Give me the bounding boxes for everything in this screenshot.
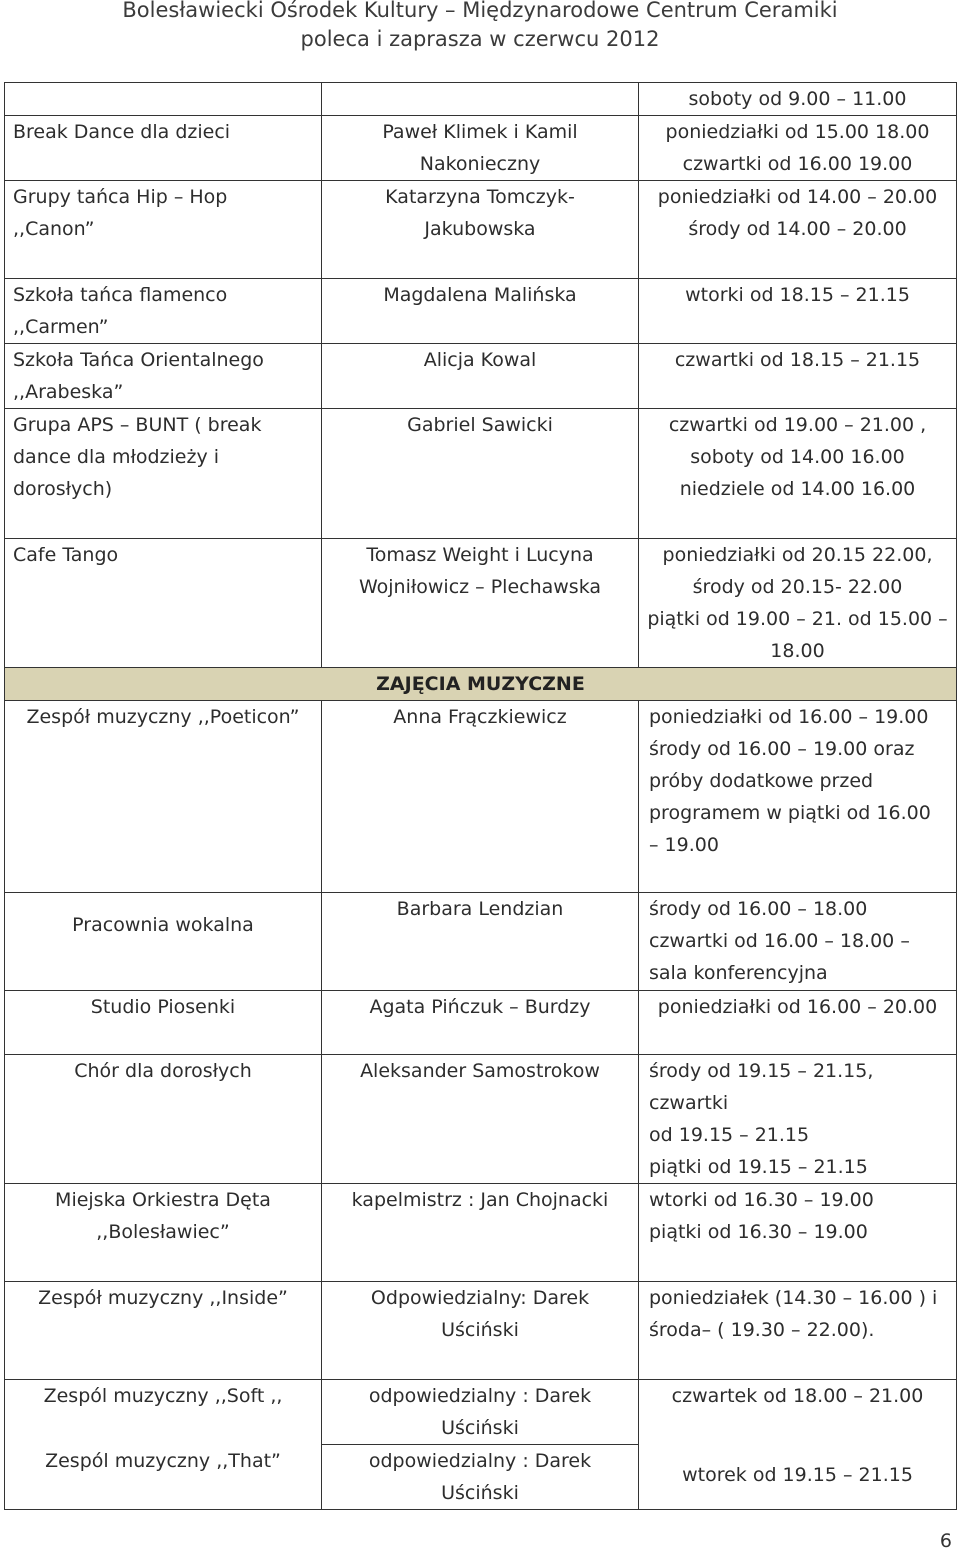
activity-name: Studio Piosenki [90, 996, 236, 1018]
time-cell [639, 893, 957, 991]
table-row [5, 893, 957, 991]
leader-text: Jakubowska [424, 218, 536, 240]
leader-text: Uściński [441, 1319, 519, 1341]
activity-name: Grupy tańca Hip – Hop [13, 186, 228, 208]
leader-text: Paweł Klimek i Kamil [382, 121, 578, 143]
time-text: niedziele od 14.00 16.00 [679, 478, 916, 500]
time-cell [639, 701, 957, 893]
time-text: środy od 14.00 – 20.00 [688, 218, 907, 240]
activity-name: ,,Canon” [13, 218, 95, 240]
time-cell [639, 991, 957, 1055]
time-cell [639, 344, 957, 409]
activity-cell [5, 279, 322, 344]
time-text: poniedziałki od 15.00 18.00 [665, 121, 930, 143]
table-row [5, 181, 957, 279]
time-cell [639, 1282, 957, 1380]
leader-cell [322, 991, 639, 1055]
activity-name: Zespół muzyczny ,,Poeticon” [26, 706, 300, 728]
leader-text: Wojniłowicz – Plechawska [358, 576, 602, 598]
leader-cell [322, 83, 639, 116]
activity-name: ,,Arabeska” [13, 381, 124, 403]
activity-name: dance dla młodzieży i [13, 446, 220, 468]
leader-text: Alicja Kowal [423, 349, 537, 371]
activity-cell [5, 539, 322, 668]
table-row [5, 409, 957, 539]
table-row [5, 1055, 957, 1184]
time-cell [639, 83, 957, 116]
activity-cell [5, 116, 322, 181]
page-header [0, 0, 960, 54]
time-text: sala konferencyjna [649, 962, 828, 984]
time-text: – 19.00 [649, 834, 719, 856]
activity-name: Pracownia wokalna [72, 914, 254, 936]
time-cell [639, 409, 957, 539]
leader-text: Barbara Lendzian [396, 898, 564, 920]
time-text: od 19.15 – 21.15 [649, 1124, 810, 1146]
leader-cell [322, 181, 639, 279]
leader-text: kapelmistrz : Jan Chojnacki [351, 1189, 609, 1211]
leader-text: Anna Frączkiewicz [393, 706, 567, 728]
table-row [5, 1445, 957, 1510]
time-cell [639, 1184, 957, 1282]
table-row [5, 83, 957, 116]
time-text: poniedziałki od 20.15 22.00, [662, 544, 933, 566]
leader-cell [322, 893, 639, 991]
time-text: środa– ( 19.30 – 22.00). [649, 1319, 875, 1341]
table-row [5, 116, 957, 181]
time-text: czwartki od 16.00 – 18.00 – [649, 930, 910, 952]
time-text: czwartki od 16.00 19.00 [682, 153, 913, 175]
leader-cell [322, 279, 639, 344]
time-text: poniedziałki od 16.00 – 20.00 [657, 996, 938, 1018]
time-cell [639, 116, 957, 181]
activity-cell [5, 83, 322, 116]
time-text: piątki od 16.30 – 19.00 [649, 1221, 868, 1243]
table-row [5, 539, 957, 668]
activity-name: ,,Carmen” [13, 316, 109, 338]
activity-name: Zespół muzyczny ,,Inside” [38, 1287, 288, 1309]
leader-cell [322, 539, 639, 668]
section-title: ZAJĘCIA MUZYCZNE [5, 668, 957, 701]
leader-text: Katarzyna Tomczyk- [385, 186, 575, 208]
leader-text: Magdalena Malińska [383, 284, 577, 306]
table-row [5, 701, 957, 893]
time-text: środy od 19.15 – 21.15, czwartki [649, 1060, 874, 1114]
page-number: 6 [939, 1530, 952, 1552]
time-text: czwartek od 18.00 – 21.00 [671, 1385, 924, 1407]
time-text: czwartki od 19.00 – 21.00 , [668, 414, 927, 436]
activity-name: Szkoła tańca flamenco [13, 284, 228, 306]
activity-cell [5, 701, 322, 893]
section-header-row [5, 668, 957, 701]
time-text: próby dodatkowe przed [649, 770, 874, 792]
activity-cell [5, 1055, 322, 1184]
activity-cell [5, 181, 322, 279]
activity-name: Grupa APS – BUNT ( break [13, 414, 262, 436]
activity-cell [5, 1380, 322, 1445]
table-row [5, 1282, 957, 1380]
time-text: czwartki od 18.15 – 21.15 [674, 349, 921, 371]
activity-cell [5, 409, 322, 539]
table-row [5, 344, 957, 409]
activity-name: Miejska Orkiestra Dęta [55, 1189, 271, 1211]
time-text: 18.00 [770, 640, 825, 662]
header-title: Bolesławiecki Ośrodek Kultury – Międzynarodowe Centrum Ceramiki [122, 0, 838, 22]
leader-text: Uściński [441, 1482, 519, 1504]
time-text: wtorki od 18.15 – 21.15 [685, 284, 910, 306]
leader-text: Odpowiedzialny: Darek [370, 1287, 590, 1309]
leader-text: Nakonieczny [419, 153, 541, 175]
time-text: poniedziałki od 16.00 – 19.00 [649, 706, 929, 728]
header-subtitle: poleca i zaprasza w czerwcu 2012 [300, 27, 660, 51]
time-text: wtorek od 19.15 – 21.15 [682, 1463, 913, 1486]
time-text: poniedziałek (14.30 – 16.00 ) i [649, 1287, 938, 1309]
time-cell [639, 279, 957, 344]
table-row [5, 1380, 957, 1445]
leader-text: odpowiedzialny : Darek [368, 1385, 592, 1407]
activity-cell [5, 1184, 322, 1282]
time-cell [639, 539, 957, 668]
table-row [5, 279, 957, 344]
leader-text: Uściński [441, 1417, 519, 1439]
leader-text: Agata Pińczuk – Burdzy [369, 996, 591, 1018]
time-text: piątki od 19.00 – 21. od 15.00 – [647, 608, 948, 630]
leader-cell [322, 1055, 639, 1184]
time-text: środy od 16.00 – 19.00 oraz [649, 738, 915, 760]
activity-cell [5, 1445, 322, 1510]
leader-cell [322, 116, 639, 181]
leader-cell [322, 1184, 639, 1282]
activity-name: ,,Bolesławiec” [96, 1221, 230, 1243]
leader-text: Gabriel Sawicki [407, 414, 553, 436]
leader-text: odpowiedzialny : Darek [368, 1450, 592, 1472]
time-cell [639, 1380, 957, 1445]
leader-cell [322, 1380, 639, 1445]
table-row [5, 991, 957, 1055]
activity-cell [5, 991, 322, 1055]
time-cell [639, 1445, 957, 1510]
activity-name: Szkoła Tańca Orientalnego [13, 349, 264, 371]
leader-cell [322, 409, 639, 539]
activity-cell [5, 344, 322, 409]
leader-text: Aleksander Samostrokow [360, 1060, 600, 1082]
activity-name: Cafe Tango [13, 544, 119, 566]
leader-cell [322, 344, 639, 409]
time-cell [639, 1055, 957, 1184]
time-text: środy od 16.00 – 18.00 [649, 898, 868, 920]
time-text: soboty od 9.00 – 11.00 [688, 88, 907, 110]
leader-cell [322, 1282, 639, 1380]
activity-name: dorosłych) [13, 478, 113, 500]
time-text: wtorki od 16.30 – 19.00 [649, 1189, 874, 1211]
time-cell [639, 181, 957, 279]
time-text: środy od 20.15- 22.00 [692, 576, 903, 598]
activity-cell [5, 1282, 322, 1380]
activity-name: Zespól muzyczny ,,Soft ,, [43, 1385, 283, 1407]
leader-cell [322, 1445, 639, 1510]
schedule-table [4, 82, 957, 1510]
activity-cell [5, 893, 322, 991]
leader-text: Tomasz Weight i Lucyna [366, 544, 594, 566]
time-text: programem w piątki od 16.00 [649, 802, 931, 824]
activity-name: Break Dance dla dzieci [13, 121, 231, 143]
time-text: piątki od 19.15 – 21.15 [649, 1156, 868, 1178]
time-text: poniedziałki od 14.00 – 20.00 [657, 186, 938, 208]
activity-name: Chór dla dorosłych [74, 1060, 252, 1082]
activity-name: Zespól muzyczny ,,That” [45, 1449, 281, 1472]
table-row [5, 1184, 957, 1282]
time-text: soboty od 14.00 16.00 [690, 446, 905, 468]
leader-cell [322, 701, 639, 893]
